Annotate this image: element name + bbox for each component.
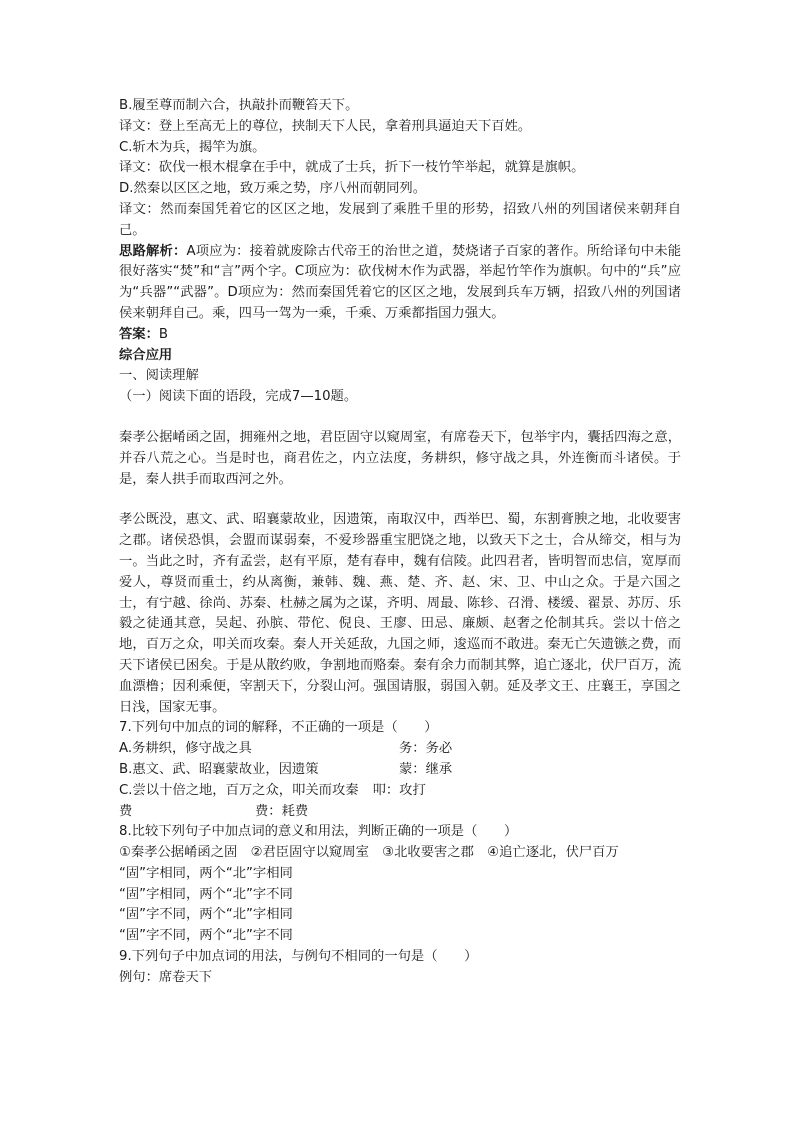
q7-b-gloss: 蒙：继承 bbox=[399, 761, 453, 777]
question-8: 8.比较下列句子中加点词的意义和用法，判断正确的一项是（ ） bbox=[119, 824, 518, 840]
q8-items: ①秦孝公据崤函之固 ②君臣固守以窥周室 ③北收要害之郡 ④追亡逐北，伏尸百万 bbox=[119, 845, 619, 861]
q7-a-gloss: 务：务必 bbox=[399, 741, 453, 757]
analysis bbox=[119, 242, 681, 325]
question-9: 9.下列句子中加点词的用法，与例句不相同的一句是（ ） bbox=[119, 949, 478, 965]
q8-option-c: “固”字不同，两个“北”字相同 bbox=[119, 907, 293, 923]
reading-heading: 一、阅读理解 bbox=[119, 368, 199, 384]
option-d-translation: 译文：然而秦国凭着它的区区之地，发展到了乘胜千里的形势，招致八州的列国诸侯来朝拜自己。 bbox=[119, 201, 681, 238]
option-d: D.然秦以区区之地，致万乘之势，序八州而朝同列。 bbox=[119, 181, 426, 197]
q7-c-sentence: C.尝以十倍之地，百万之众，叩关而攻秦 bbox=[119, 782, 359, 798]
option-b: B.履至尊而制六合，执敲扑而鞭笞天下。 bbox=[119, 98, 359, 113]
analysis-label: 思路解析： bbox=[119, 243, 187, 259]
q7-d-gloss: 费：耗费 bbox=[255, 803, 309, 819]
answer bbox=[119, 325, 681, 346]
q7-option-d bbox=[119, 802, 681, 823]
section-title: 综合应用 bbox=[119, 347, 173, 363]
q7-b-sentence: B.惠文、武、昭襄蒙故业，因遗策 bbox=[119, 761, 319, 777]
document-body bbox=[119, 96, 681, 989]
answer-label: 答案： bbox=[119, 326, 159, 342]
passage-paragraph-1: 秦孝公据崤函之固，拥雍州之地，君臣固守以窥周室，有席卷天下，包举宇内，囊括四海之意，并吞八荒之心。当是时也，商君佐之，内立法度，务耕织，修守战之具，外连衡而斗诸侯。于是，秦人拱手而取西河之外。 bbox=[119, 429, 681, 487]
option-c-translation: 译文：砍伐一根木棍拿在手中，就成了士兵，折下一枝竹竿举起，就算是旗帜。 bbox=[119, 160, 585, 176]
q7-option-c bbox=[119, 781, 681, 802]
analysis-text: A项应为：接着就废除古代帝王的治世之道，焚烧诸子百家的著作。所给译句中未能很好落实“焚”和“言”两个字。C项应为：砍伐树木作为武器，举起竹竿作为旗帜。句中的“兵”应为“兵器”“武器”。D项应为：然而秦国凭着它的区区之地，发展到兵车万辆，招致八州的列国诸侯来朝拜自己。乘，四马一驾为一乘，千乘、万乘都指国力强大。 bbox=[119, 243, 681, 321]
q7-option-b bbox=[119, 760, 681, 781]
passage-paragraph-2: 孝公既没，惠文、武、昭襄蒙故业，因遗策，南取汉中，西举巴、蜀，东割膏腴之地，北收要害之郡。诸侯恐惧，会盟而谋弱秦，不爱珍器重宝肥饶之地，以致天下之士，合从缔交，相与为一。当此之时，齐有孟尝，赵有平原，楚有春申，魏有信陵。此四君者，皆明智而忠信，宽厚而爱人，尊贤而重士，约从离衡，兼韩、魏、燕、楚、齐、赵、宋、卫、中山之众。于是六国之士，有宁越、徐尚、苏秦、杜赫之属为之谋，齐明、周最、陈轸、召滑、楼缓、翟景、苏厉、乐毅之徒通其意，吴起、孙膑、带佗、倪良、王廖、田忌、廉颇、赵奢之伦制其兵。尝以十倍之地，百万之众，叩关而攻秦。秦人开关延敌，九国之师，逡巡而不敢进。秦无亡矢遗镞之费，而天下诸侯已困矣。于是从散约败，争割地而赂秦。秦有余力而制其弊，追亡逐北，伏尸百万，流血漂橹；因利乘便，宰割天下，分裂山河。强国请服，弱国入朝。延及孝文王、庄襄王，享国之日浅，国家无事。 bbox=[119, 512, 681, 715]
reading-instruction: （一）阅读下面的语段，完成7—10题。 bbox=[119, 389, 358, 405]
option-b-translation: 译文：登上至高无上的尊位，挟制天下人民，拿着刑具逼迫天下百姓。 bbox=[119, 118, 532, 134]
answer-value: B bbox=[158, 326, 169, 342]
q7-option-a bbox=[119, 739, 681, 760]
q8-option-b: “固”字相同，两个“北”字不同 bbox=[119, 886, 293, 902]
option-c: C.斩木为兵，揭竿为旗。 bbox=[119, 139, 266, 155]
q7-c-gloss: 叩：攻打 bbox=[372, 782, 426, 798]
q9-example: 例句：席卷天下 bbox=[119, 969, 213, 985]
q8-option-a: “固”字相同，两个“北”字相同 bbox=[119, 865, 293, 881]
q7-a-sentence: A.务耕织，修守战之具 bbox=[119, 741, 252, 757]
question-7: 7.下列句中加点的词的解释，不正确的一项是（ ） bbox=[119, 720, 438, 736]
q7-d-sentence: 费 bbox=[119, 803, 133, 819]
q8-option-d: “固”字不同，两个“北”字不同 bbox=[119, 928, 293, 944]
